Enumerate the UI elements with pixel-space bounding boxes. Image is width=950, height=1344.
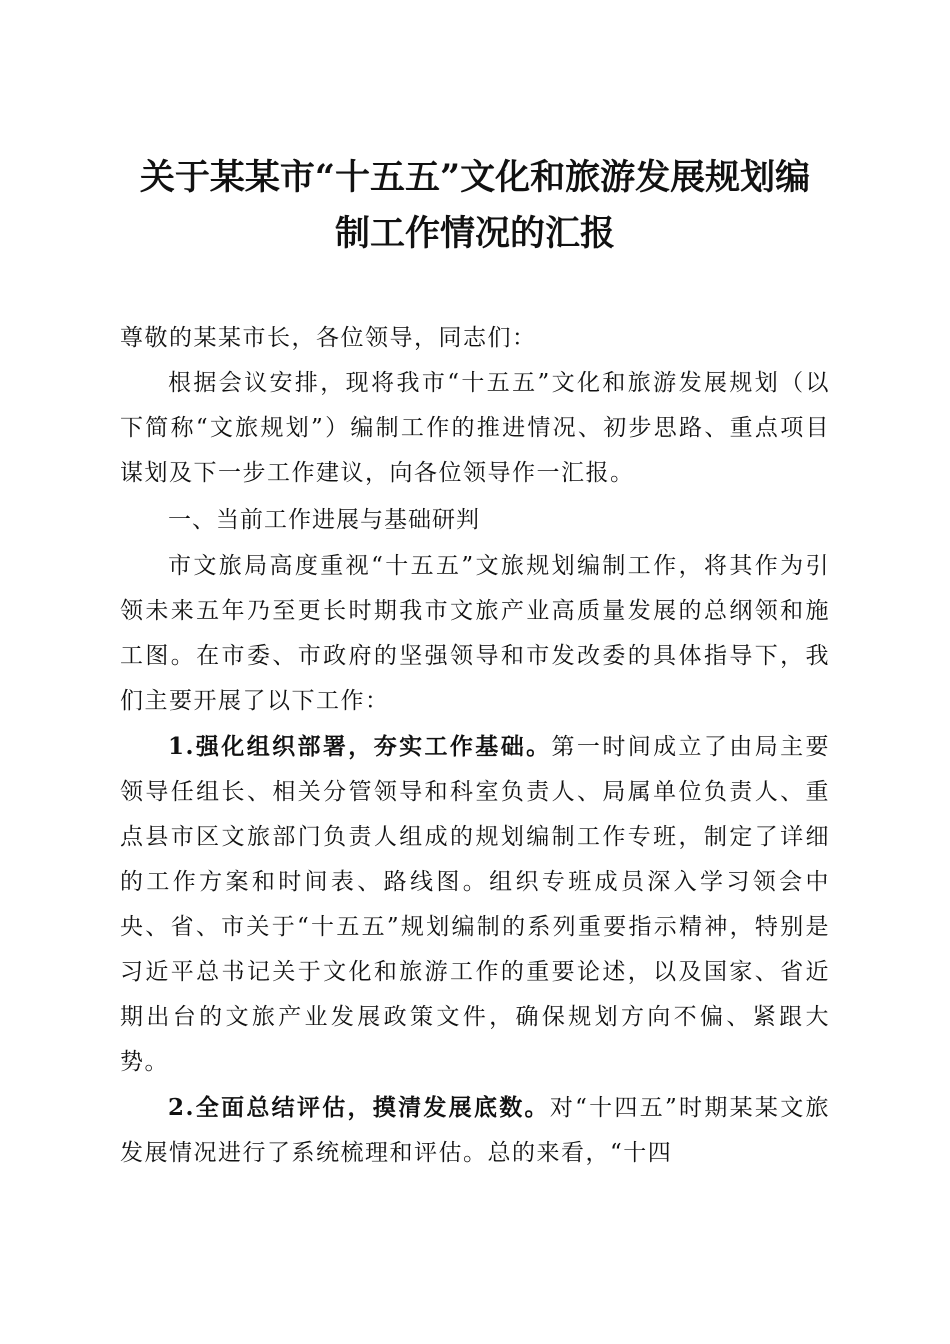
section-heading: 一、当前工作进展与基础研判	[168, 507, 480, 533]
intro-paragraph: 根据会议安排，现将我市“十五五”文化和旅游发展规划（以下简称“文旅规划”）编制工作的推进情况、初步思路、重点项目谋划及下一步工作建议，向各位领导作一汇报。	[120, 370, 830, 486]
document-title	[120, 150, 830, 262]
item-lead-2: 2.全面总结评估，摸清发展底数。	[168, 1094, 550, 1121]
title-line-1: 关于某某市“十五五”文化和旅游发展规划编	[139, 157, 811, 198]
title-line-2: 制工作情况的汇报	[334, 213, 615, 254]
section-paragraph: 市文旅局高度重视“十五五”文旅规划编制工作，将其作为引领未来五年乃至更长时期我市文旅产业高质量发展的总纲领和施工图。在市委、市政府的坚强领导和市发改委的具体指导下，我们主要开展了以下工作：	[120, 553, 830, 714]
salutation: 尊敬的某某市长，各位领导，同志们：	[120, 325, 537, 351]
item-text-2: 对“十四五”时期某某文旅发展情况进行了系统梳理和评估。总的来看，“十四	[120, 1095, 830, 1166]
item-lead-1: 1.强化组织部署，夯实工作基础。	[168, 733, 552, 760]
item-paragraph-2	[120, 1085, 830, 1176]
item-text-1: 第一时间成立了由局主要领导任组长、相关分管领导和科室负责人、局属单位负责人、重点县市区文旅部门负责人组成的规划编制工作专班，制定了详细的工作方案和时间表、路线图。组织专班成员深入学习领会中央、省、市关于“十五五”规划编制的系列重要指示精神，特别是习近平总书记关于文化和旅游工作的重要论述，以及国家、省近期出台的文旅产业发展政策文件，确保规划方向不偏、紧跟大势。	[120, 734, 831, 1075]
item-paragraph-1	[120, 724, 830, 1085]
